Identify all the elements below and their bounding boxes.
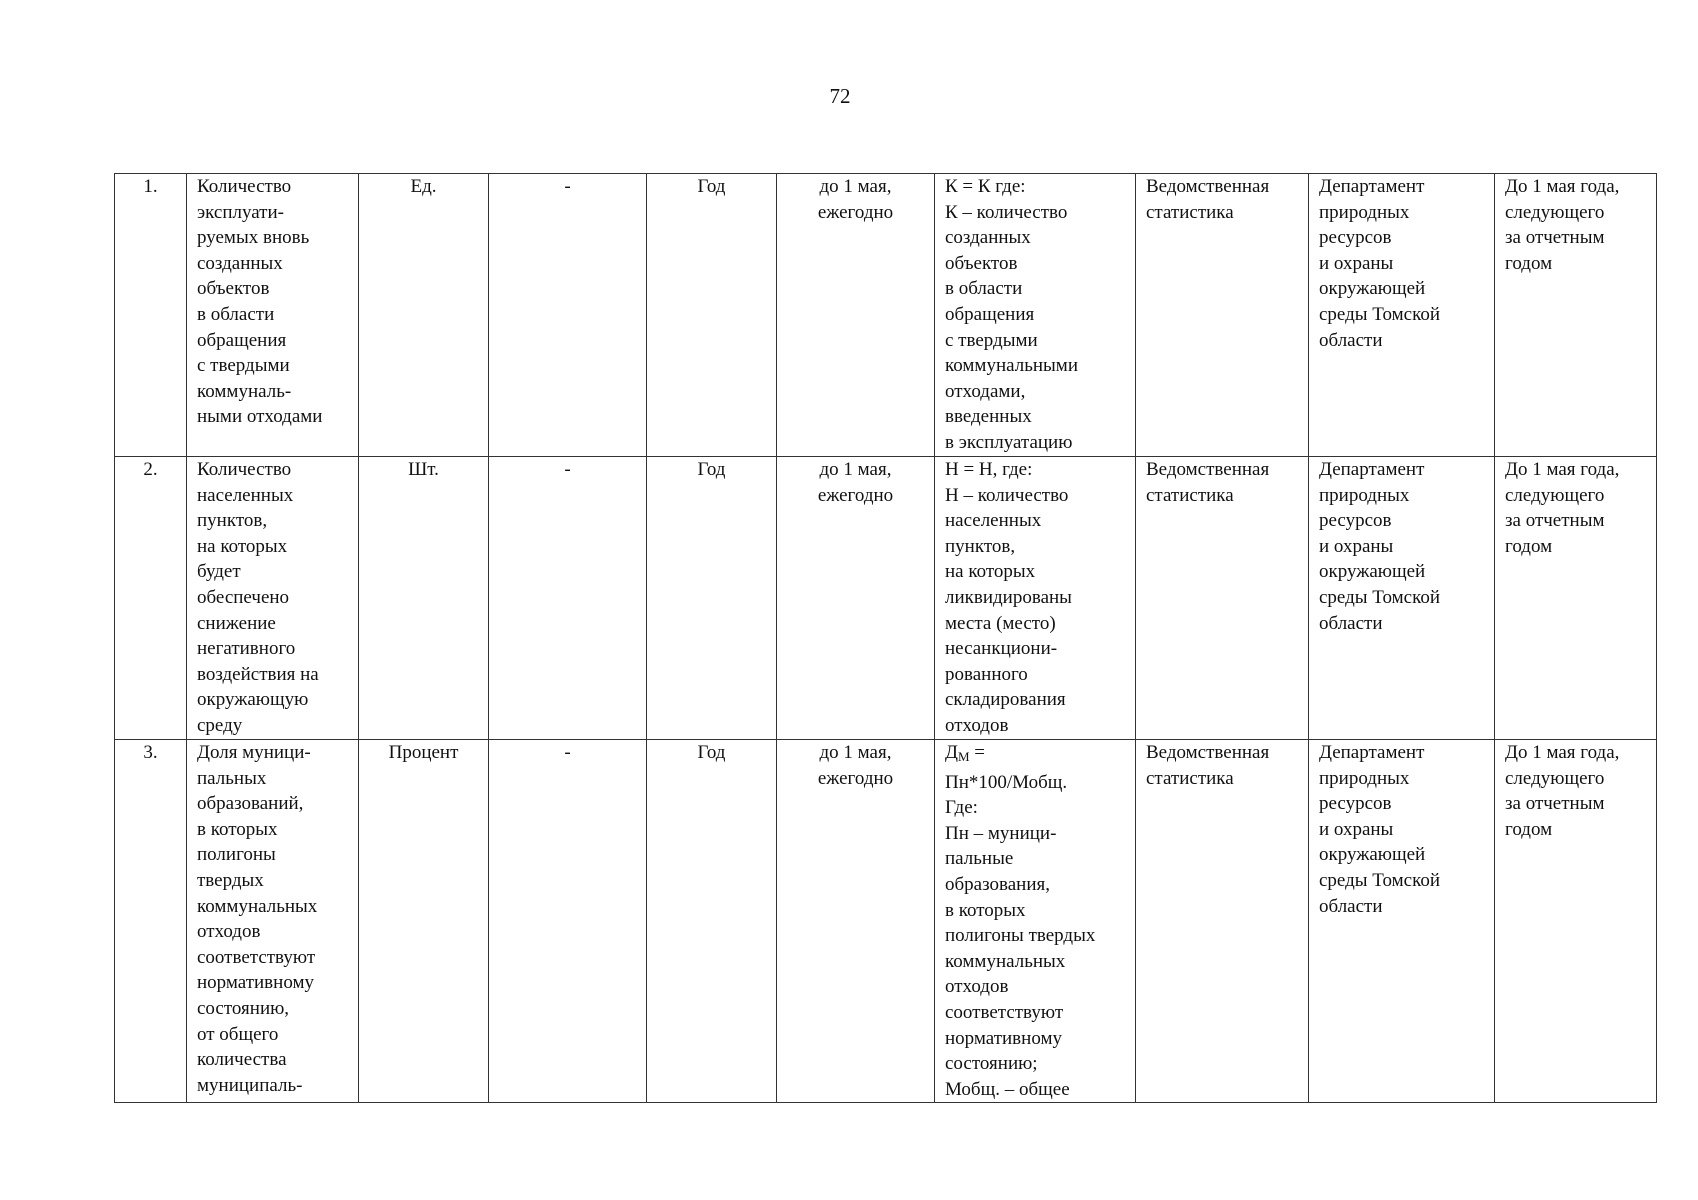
deadline-cell: до 1 мая, ежегодно (777, 174, 935, 457)
responsible-cell: Департамент природных ресурсов и охраны окружающей среды Томской области (1309, 457, 1495, 740)
formula-text: Пн*100/Мобщ. Где: Пн – муници- пальные образования, в которых полигоны твердых коммунальных отходов соответствуют нормативному состоянию; Мобщ. – общее (945, 771, 1096, 1100)
report-date-cell: До 1 мая года, следующего за отчетным годом (1495, 740, 1657, 1103)
table-row (115, 457, 1657, 740)
formula-subscript: М (957, 749, 970, 764)
table-row (115, 740, 1657, 1103)
report-date-cell: До 1 мая года, следующего за отчетным годом (1495, 457, 1657, 740)
report-date-cell: До 1 мая года, следующего за отчетным годом (1495, 174, 1657, 457)
basic-indicator-cell: - (489, 174, 647, 457)
row-number-cell: 3. (115, 740, 187, 1103)
formula-symbol: Д (945, 742, 958, 763)
indicator-name-cell: Количество населенных пунктов, на которых будет обеспечено снижение негативного воздействия на окружающую среду (187, 457, 359, 740)
formula-cell: К = К где: К – количество созданных объектов в области обращения с твердыми коммунальными отходами, введенных в эксплуатацию (935, 174, 1136, 457)
formula-cell: Н = Н, где: Н – количество населенных пунктов, на которых ликвидированы места (место) несанкциони- рованного складирования отходов (935, 457, 1136, 740)
data-source-cell: Ведомственная статистика (1136, 457, 1309, 740)
unit-cell: Процент (359, 740, 489, 1103)
unit-cell: Шт. (359, 457, 489, 740)
row-number-cell: 1. (115, 174, 187, 457)
formula-cell (935, 740, 1136, 1103)
data-source-cell: Ведомственная статистика (1136, 740, 1309, 1103)
basic-indicator-cell: - (489, 457, 647, 740)
table-row (115, 174, 1657, 457)
formula-heading (945, 740, 1125, 770)
deadline-cell: до 1 мая, ежегодно (777, 457, 935, 740)
row-number-cell: 2. (115, 457, 187, 740)
unit-cell: Ед. (359, 174, 489, 457)
periodicity-cell: Год (647, 457, 777, 740)
deadline-cell: до 1 мая, ежегодно (777, 740, 935, 1103)
indicator-name-cell: Доля муници- пальных образований, в которых полигоны твердых коммунальных отходов соответствуют нормативному состоянию, от общего количества муниципаль- (187, 740, 359, 1103)
formula-equals: = (969, 742, 985, 763)
periodicity-cell: Год (647, 740, 777, 1103)
indicators-table (114, 173, 1657, 1103)
indicator-name-cell: Количество эксплуати- руемых вновь созданных объектов в области обращения с твердыми коммуналь- ными отходами (187, 174, 359, 457)
page-number: 72 (829, 84, 851, 108)
data-source-cell: Ведомственная статистика (1136, 174, 1309, 457)
responsible-cell: Департамент природных ресурсов и охраны окружающей среды Томской области (1309, 740, 1495, 1103)
responsible-cell: Департамент природных ресурсов и охраны окружающей среды Томской области (1309, 174, 1495, 457)
basic-indicator-cell: - (489, 740, 647, 1103)
periodicity-cell: Год (647, 174, 777, 457)
